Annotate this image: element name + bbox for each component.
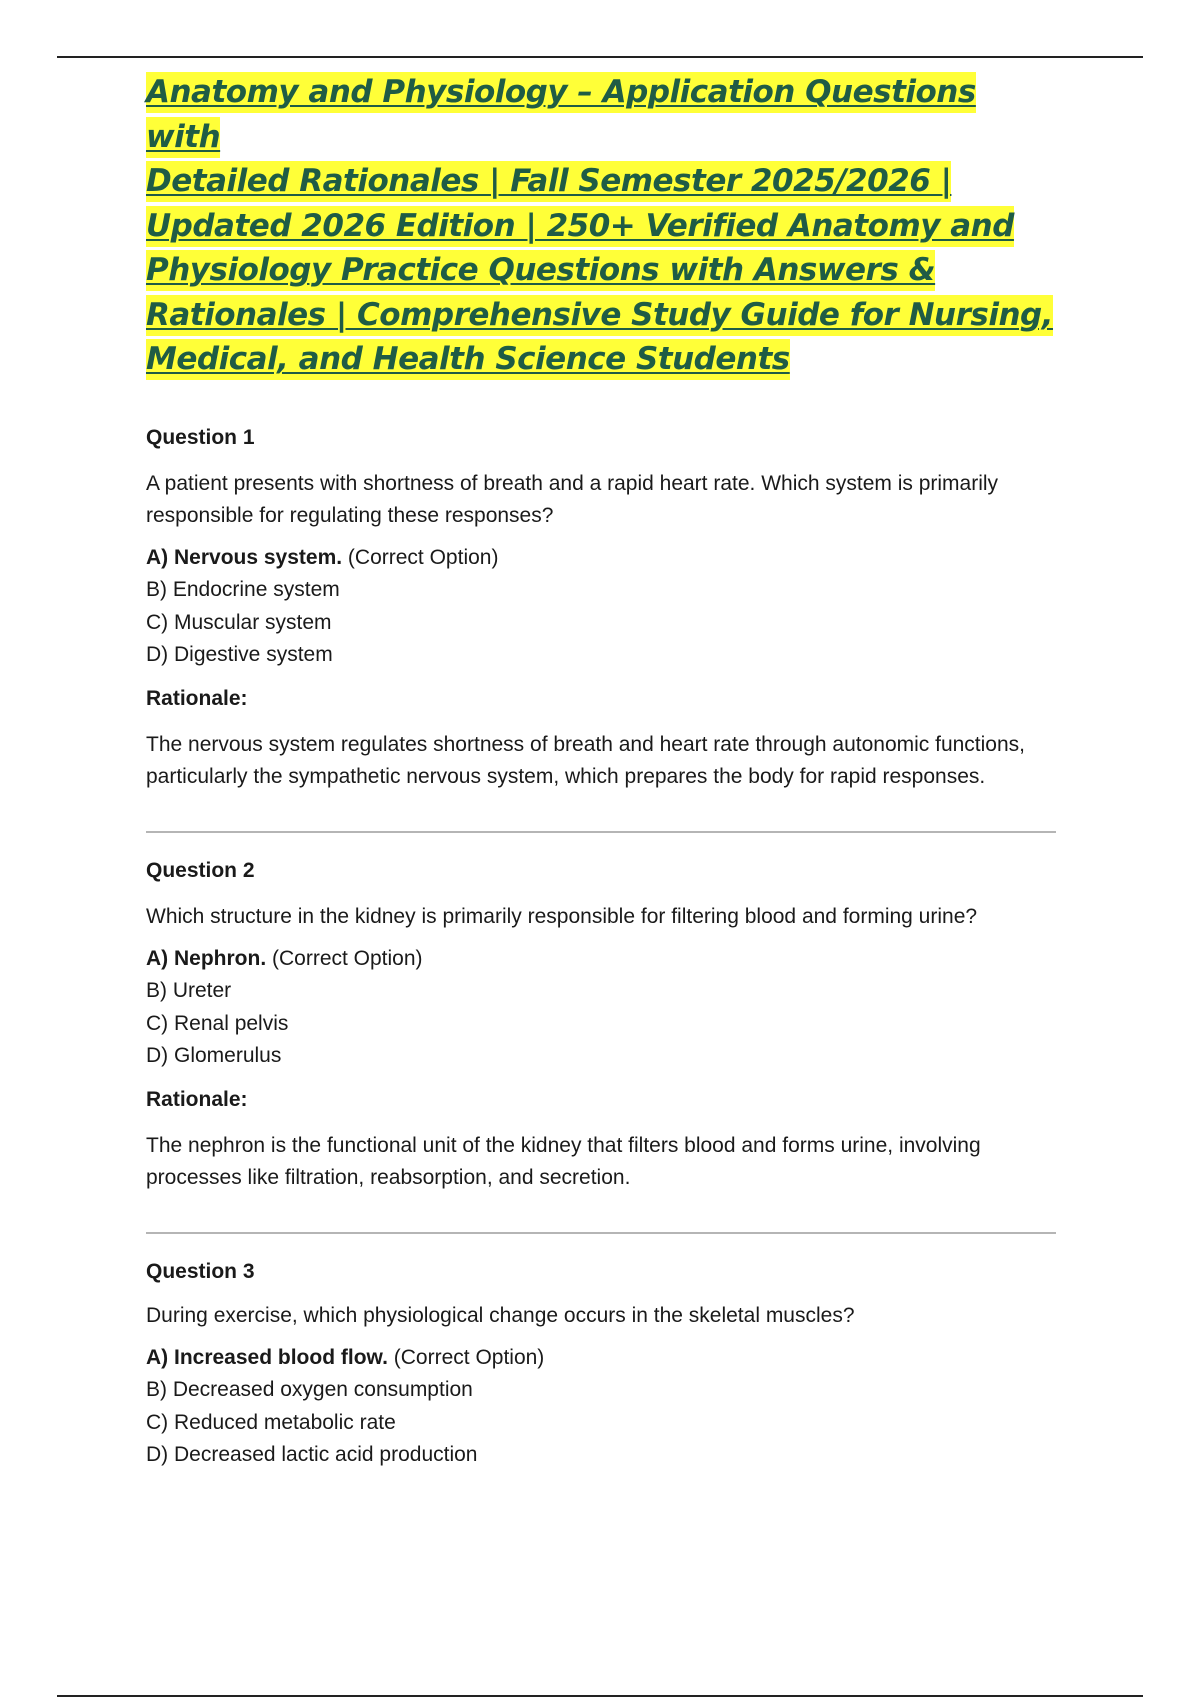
- option-item: B) Endocrine system: [146, 578, 340, 601]
- title-line: Detailed Rationales | Fall Semester 2025/2026 |: [146, 161, 951, 202]
- question-2: [146, 857, 1056, 1194]
- correct-option-label: A) Nervous system.: [146, 545, 343, 569]
- correct-option: [146, 542, 1056, 575]
- answer-options: [146, 542, 1056, 672]
- question-heading: Question 1: [146, 425, 255, 449]
- rationale-text: The nervous system regulates shortness of breath and heart rate through autonomic functions, particularly the sympathetic nervous system, which prepares the body for rapid responses.: [146, 732, 1025, 788]
- option-item: B) Decreased oxygen consumption: [146, 1378, 473, 1401]
- question-heading: Question 3: [146, 1259, 255, 1283]
- rationale-text: The nephron is the functional unit of the kidney that filters blood and forms urine, involving processes like filtration, reabsorption, and secretion.: [146, 1133, 981, 1189]
- option-item: D) Glomerulus: [146, 1044, 282, 1067]
- option-item: C) Reduced metabolic rate: [146, 1410, 396, 1434]
- question-text: A patient presents with shortness of breath and a rapid heart rate. Which system is primarily responsible for regulating these responses?: [146, 471, 999, 527]
- question-text: During exercise, which physiological change occurs in the skeletal muscles?: [146, 1303, 855, 1327]
- title-line: Rationales | Comprehensive Study Guide for Nursing,: [146, 295, 1053, 336]
- correct-option: [146, 943, 1056, 976]
- document-body: [146, 70, 1056, 1472]
- option-item: C) Renal pelvis: [146, 1011, 289, 1035]
- option-item: D) Digestive system: [146, 643, 333, 666]
- correct-option-label: A) Increased blood flow.: [146, 1345, 388, 1369]
- question-3: [146, 1258, 1056, 1472]
- title-line: Physiology Practice Questions with Answers &: [146, 250, 935, 291]
- correct-option-marker: (Correct Option): [347, 545, 499, 569]
- page-top-rule: [57, 56, 1143, 58]
- rationale-heading: Rationale:: [146, 686, 248, 710]
- correct-option-marker: (Correct Option): [272, 946, 423, 970]
- question-heading: Question 2: [146, 858, 255, 882]
- option-item: B) Ureter: [146, 979, 232, 1002]
- question-text: Which structure in the kidney is primarily responsible for filtering blood and forming urine?: [146, 904, 978, 928]
- title-line: Anatomy and Physiology – Application Questions with: [146, 72, 976, 158]
- correct-option: [146, 1342, 1056, 1375]
- answer-options: [146, 1342, 1056, 1472]
- correct-option-label: A) Nephron.: [146, 946, 267, 970]
- option-item: C) Muscular system: [146, 610, 332, 634]
- answer-options: [146, 943, 1056, 1073]
- title-line: Updated 2026 Edition | 250+ Verified Anatomy and: [146, 206, 1014, 247]
- rationale-heading: Rationale:: [146, 1087, 248, 1111]
- section-divider: [146, 1232, 1056, 1234]
- section-divider: [146, 831, 1056, 833]
- question-1: [146, 424, 1056, 793]
- page-bottom-rule: [57, 1695, 1143, 1697]
- option-item: D) Decreased lactic acid production: [146, 1443, 478, 1466]
- document-title: [146, 70, 1056, 382]
- correct-option-marker: (Correct Option): [393, 1345, 545, 1369]
- title-line: Medical, and Health Science Students: [146, 339, 790, 380]
